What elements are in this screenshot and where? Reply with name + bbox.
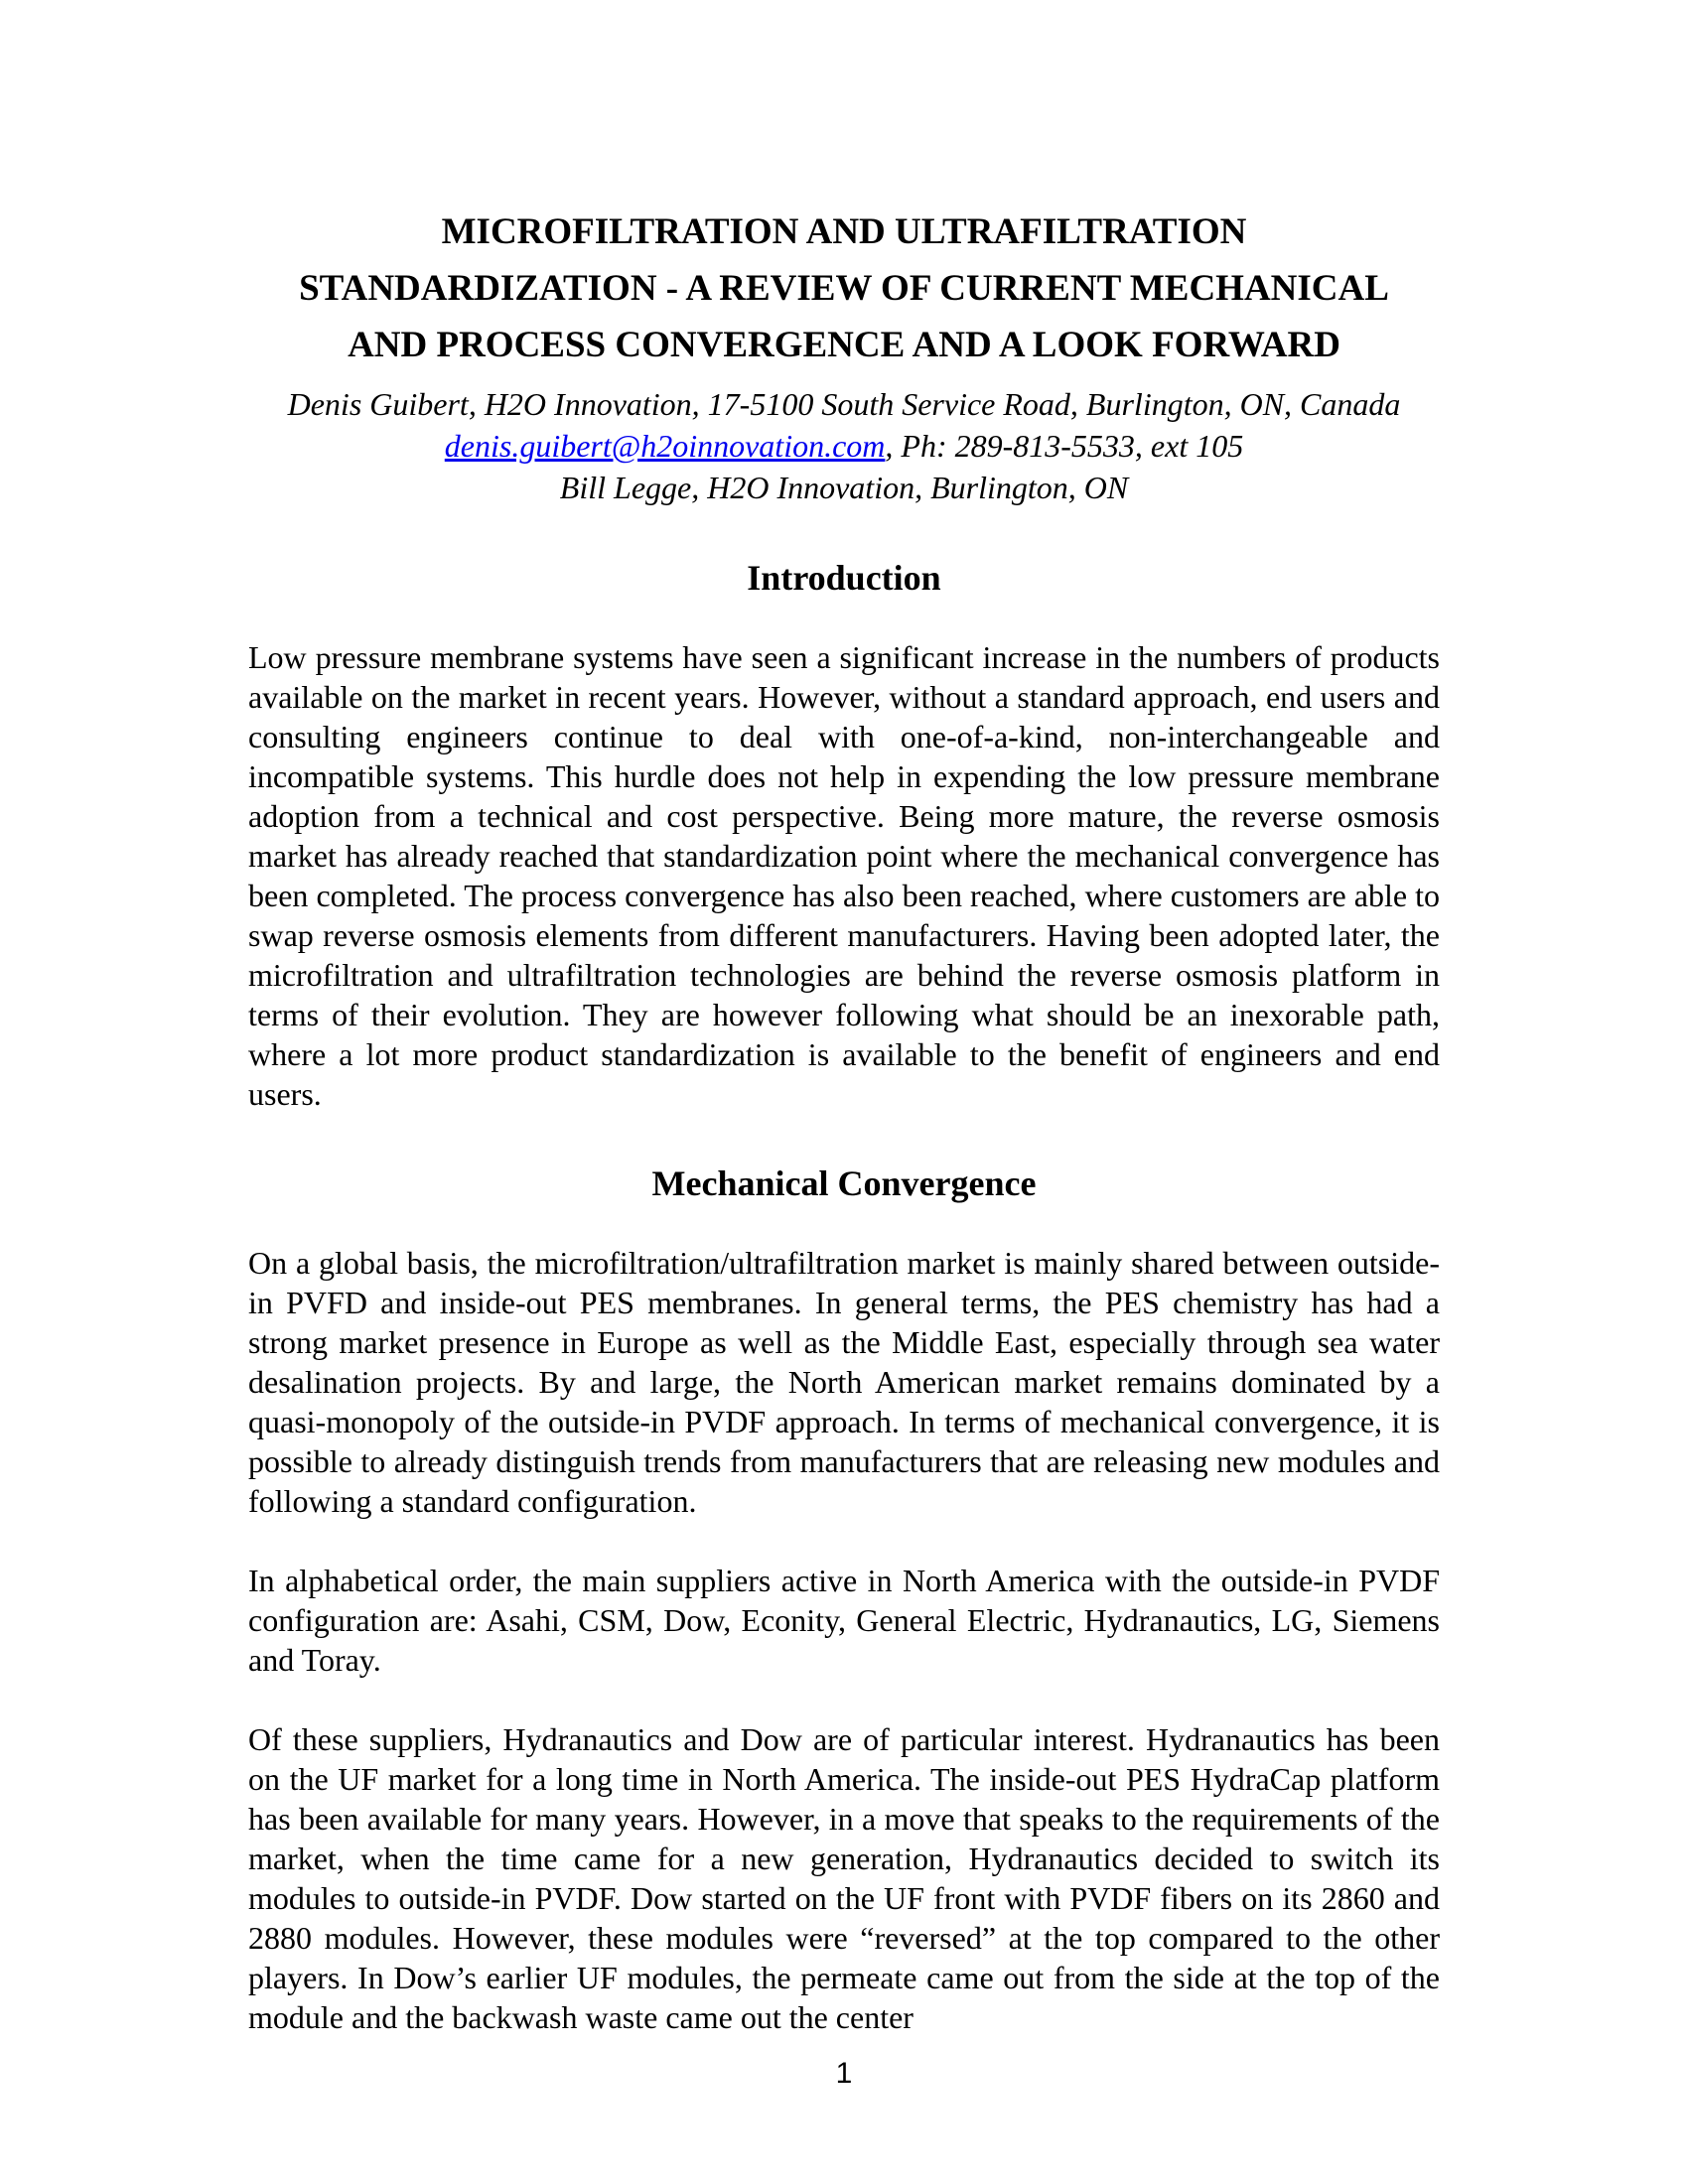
paragraph: In alphabetical order, the main suppliers active in North America with the outside-in PVDF configuration are: Asahi, CSM, Dow, Econity, General Electric, Hydranautics, LG, Siemens and Toray. <box>248 1563 1440 1678</box>
paper-title-line-2: STANDARDIZATION - A REVIEW OF CURRENT MECHANICAL <box>299 268 1389 309</box>
page-number: 1 <box>835 2057 853 2090</box>
section-heading-introduction: Introduction <box>747 558 941 598</box>
author-affiliation-line: Denis Guibert, H2O Innovation, 17-5100 South Service Road, Burlington, ON, Canada <box>287 386 1401 422</box>
coauthor-line: Bill Legge, H2O Innovation, Burlington, ON <box>559 470 1129 505</box>
paragraph: Low pressure membrane systems have seen a significant increase in the numbers of products available on the market in recent years. However, without a standard approach, end users and consulting engineers continue to deal with one-of-a-kind, non-interchangeable and incompatible systems. This hurdle does not help in expending the low pressure membrane adoption from a technical and cost perspective. Being more mature, the reverse osmosis market has already reached that standardization point where the mechanical convergence has been completed. The process convergence has also been reached, where customers are able to swap reverse osmosis elements from different manufacturers. Having been adopted later, the microfiltration and ultrafiltration technologies are behind the reverse osmosis platform in terms of their evolution. They are however following what should be an inexorable path, where a lot more product standardization is available to the benefit of engineers and end users. <box>248 639 1440 1112</box>
paper-title <box>248 204 1440 373</box>
section-introduction <box>248 556 1440 1114</box>
contact-line <box>248 425 1440 467</box>
paper-title-line-3: AND PROCESS CONVERGENCE AND A LOOK FORWARD <box>348 325 1340 365</box>
author-block <box>248 383 1440 508</box>
email-link[interactable]: denis.guibert@h2oinnovation.com <box>444 428 886 464</box>
paragraph: Of these suppliers, Hydranautics and Dow are of particular interest. Hydranautics has been on the UF market for a long time in North America. The inside-out PES HydraCap platform has been available for many years. However, in a move that speaks to the requirements of the market, when the time came for a new generation, Hydranautics decided to switch its modules to outside-in PVDF. Dow started on the UF front with PVDF fibers on its 2860 and 2880 modules. However, these modules were “reversed” at the top compared to the other players. In Dow’s earlier UF modules, the permeate came out from the side at the top of the module and the backwash waste came out the center <box>248 1721 1440 2035</box>
paragraph: On a global basis, the microfiltration/ultrafiltration market is mainly shared between outside-in PVFD and inside-out PES membranes. In general terms, the PES chemistry has had a strong market presence in Europe as well as the Middle East, especially through sea water desalination projects. By and large, the North American market remains dominated by a quasi-monopoly of the outside-in PVDF approach. In terms of mechanical convergence, it is possible to already distinguish trends from manufacturers that are releasing new modules and following a standard configuration. <box>248 1245 1440 1519</box>
section-mechanical-convergence <box>248 1161 1440 2037</box>
paper-title-line-1: MICROFILTRATION AND ULTRAFILTRATION <box>441 211 1247 252</box>
phone-text: , Ph: 289-813-5533, ext 105 <box>885 428 1244 464</box>
section-heading-mechanical-convergence: Mechanical Convergence <box>651 1163 1037 1203</box>
